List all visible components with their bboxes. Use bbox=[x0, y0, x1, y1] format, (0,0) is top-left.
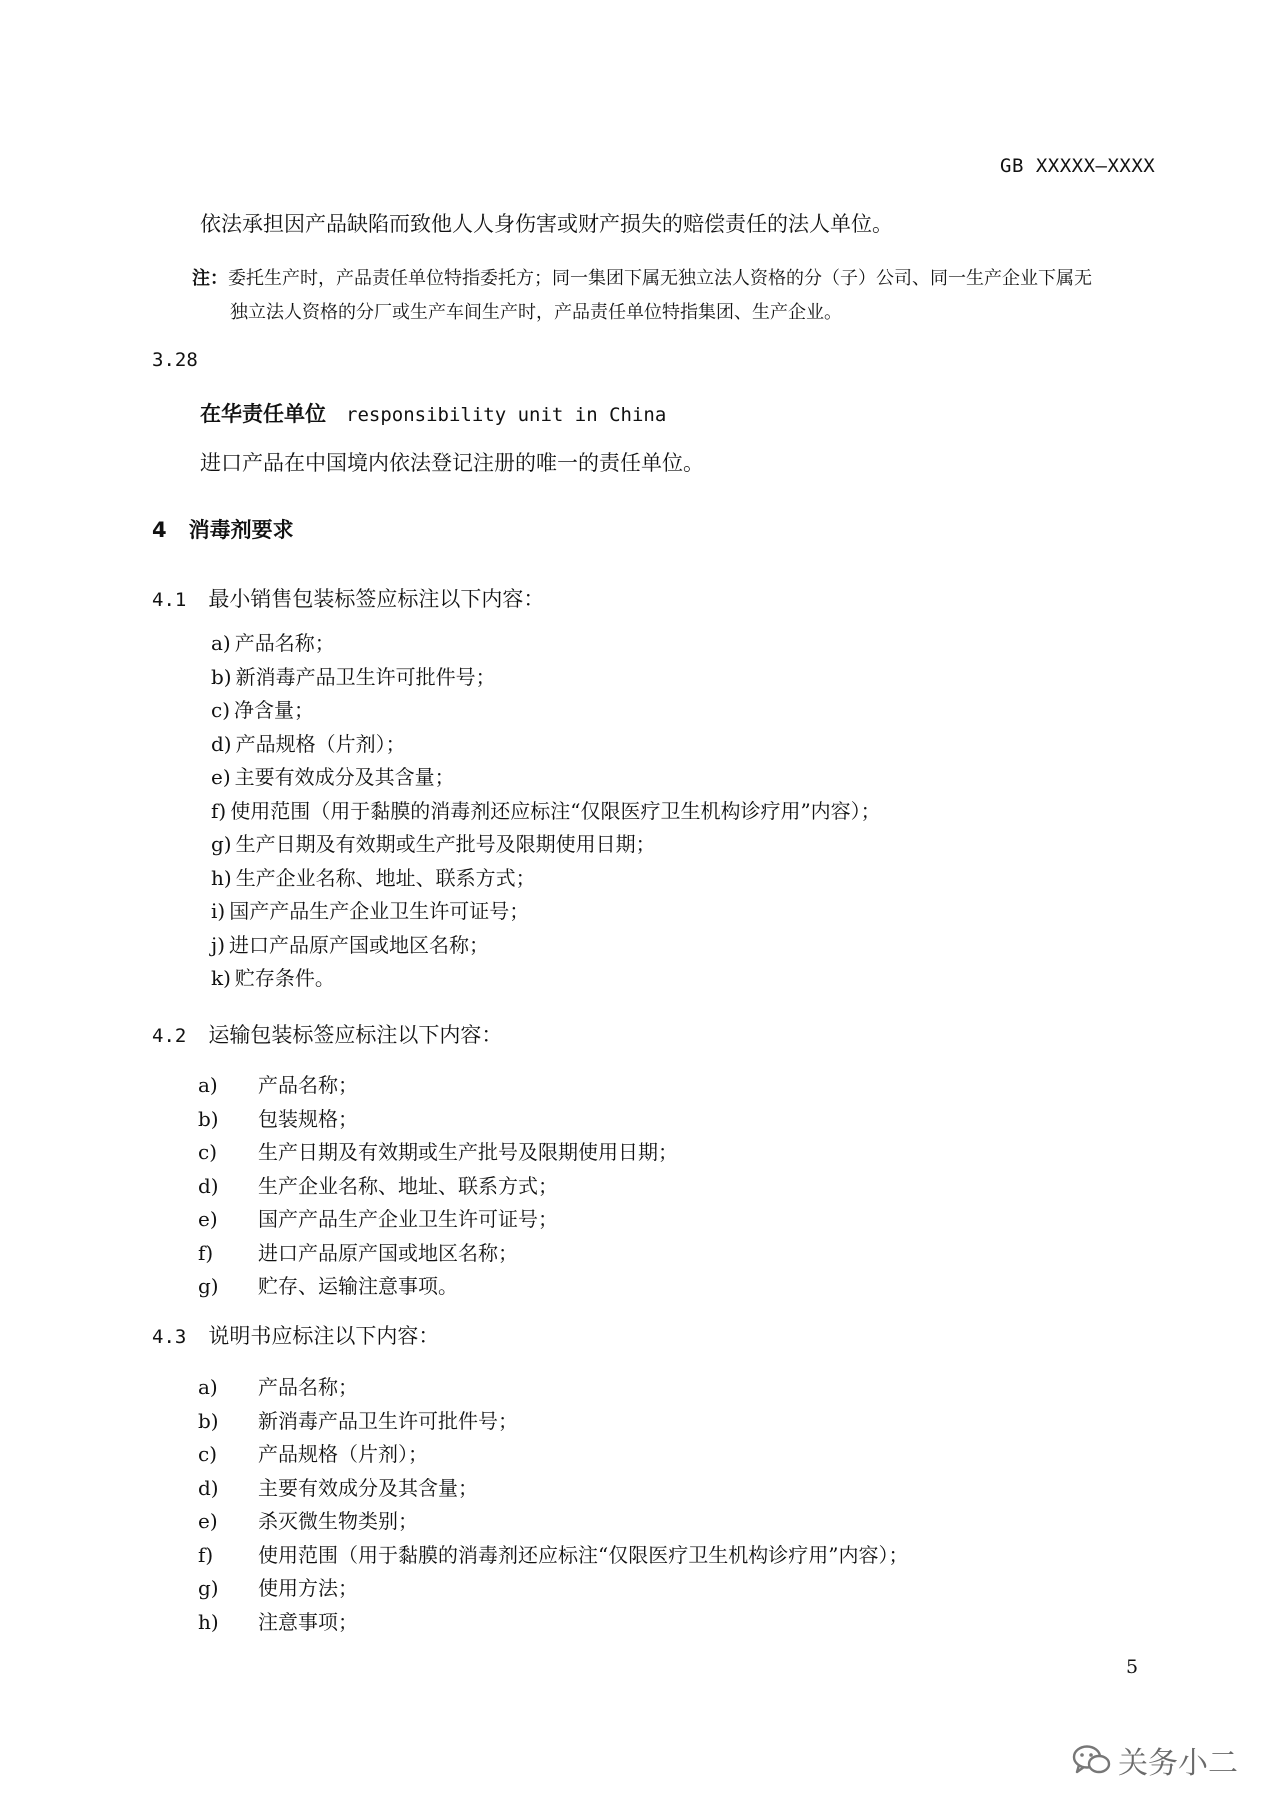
list-item-marker: e) bbox=[198, 1207, 218, 1231]
list-item bbox=[198, 1505, 908, 1539]
list-item-text: 主要有效成分及其含量； bbox=[234, 765, 455, 789]
list-item-marker: a) bbox=[211, 631, 231, 655]
standard-code-header: GB XXXXX—XXXX bbox=[1000, 155, 1156, 177]
list-item-text: 包装规格； bbox=[258, 1106, 358, 1131]
list-item-marker: b) bbox=[198, 1106, 219, 1131]
clause-number: 4.1 bbox=[152, 589, 187, 611]
list-item-text: 进口产品原产国或地区名称； bbox=[258, 1240, 518, 1265]
list-item-text: 产品名称； bbox=[258, 1375, 358, 1399]
list-item-text: 贮存、运输注意事项。 bbox=[258, 1274, 458, 1298]
list-item bbox=[198, 1472, 908, 1506]
clause-4-3-heading bbox=[152, 1320, 439, 1350]
list-item bbox=[198, 1136, 678, 1170]
list-item-marker: i) bbox=[211, 899, 226, 923]
list-item bbox=[198, 1539, 908, 1573]
section-number: 4 bbox=[152, 518, 167, 542]
definition-3-28: 进口产品在中国境内依法登记注册的唯一的责任单位。 bbox=[200, 451, 704, 475]
watermark-text: 关务小二 bbox=[1118, 1746, 1238, 1781]
list-item bbox=[198, 1371, 908, 1405]
list-item-marker: b) bbox=[198, 1408, 219, 1433]
list-item-text: 产品名称； bbox=[234, 631, 335, 655]
wechat-icon bbox=[1072, 1744, 1112, 1786]
list-item bbox=[198, 1069, 678, 1103]
list-item-marker: k) bbox=[211, 966, 231, 990]
term-chinese: 在华责任单位 bbox=[200, 402, 326, 426]
list-item-text: 杀灭微生物类别； bbox=[258, 1509, 418, 1533]
list-item bbox=[198, 1170, 678, 1204]
list-item-marker: g) bbox=[198, 1576, 219, 1600]
term-english: responsibility unit in China bbox=[346, 404, 667, 426]
list-item bbox=[211, 962, 881, 996]
note-text-1: 委托生产时，产品责任单位特指委托方；同一集团下属无独立法人资格的分（子）公司、同一生产企业下属无 bbox=[228, 268, 1092, 289]
note-label: 注： bbox=[192, 268, 228, 289]
list-item-marker: c) bbox=[211, 698, 231, 722]
list-item-text: 新消毒产品卫生许可批件号； bbox=[258, 1408, 518, 1433]
section-title: 消毒剂要求 bbox=[188, 518, 294, 542]
list-item bbox=[211, 694, 881, 728]
list-item-marker: g) bbox=[198, 1274, 219, 1298]
list-item bbox=[211, 895, 881, 929]
list-item bbox=[211, 828, 881, 862]
list-item bbox=[211, 627, 881, 661]
list-item-text: 生产日期及有效期或生产批号及限期使用日期； bbox=[258, 1140, 678, 1164]
note-line-2: 独立法人资格的分厂或生产车间生产时，产品责任单位特指集团、生产企业。 bbox=[230, 302, 842, 323]
list-item-marker: c) bbox=[198, 1442, 218, 1466]
list-item-text: 产品规格（片剂）； bbox=[258, 1442, 428, 1466]
list-item-text: 新消毒产品卫生许可批件号； bbox=[235, 664, 496, 689]
list-item-marker: h) bbox=[198, 1609, 219, 1634]
list-item-marker: f) bbox=[198, 1542, 214, 1567]
list-item bbox=[198, 1438, 908, 1472]
list-item-text: 净含量； bbox=[234, 698, 315, 722]
clause-number: 4.2 bbox=[152, 1025, 187, 1047]
list-item-text: 国产产品生产企业卫生许可证号； bbox=[258, 1207, 558, 1231]
list-item-marker: h) bbox=[211, 865, 232, 890]
list-item-marker: d) bbox=[198, 1475, 219, 1500]
definition-3-27-continuation: 依法承担因产品缺陷而致他人人身伤害或财产损失的赔偿责任的法人单位。 bbox=[200, 212, 893, 236]
list-item-marker: f) bbox=[211, 798, 227, 823]
list-item bbox=[211, 761, 881, 795]
watermark bbox=[1072, 1738, 1238, 1786]
list-item-text: 国产产品生产企业卫生许可证号； bbox=[229, 899, 530, 923]
list-item bbox=[211, 862, 881, 896]
list-item-marker: a) bbox=[198, 1073, 218, 1097]
list-item-marker: b) bbox=[211, 664, 232, 689]
list-item bbox=[198, 1203, 678, 1237]
clause-intro: 运输包装标签应标注以下内容： bbox=[208, 1023, 503, 1047]
list-item bbox=[198, 1237, 678, 1271]
list-item bbox=[211, 661, 881, 695]
list-item bbox=[198, 1103, 678, 1137]
clause-4-2-heading bbox=[152, 1019, 502, 1049]
term-heading bbox=[200, 398, 666, 428]
list-item-marker: f) bbox=[198, 1240, 214, 1265]
list-item-marker: j) bbox=[211, 932, 226, 957]
clause-intro: 说明书应标注以下内容： bbox=[208, 1324, 440, 1348]
list-item bbox=[198, 1270, 678, 1304]
list-item-marker: e) bbox=[198, 1509, 218, 1533]
list-item bbox=[211, 795, 881, 829]
clause-4-2-list bbox=[198, 1069, 678, 1304]
list-item bbox=[198, 1606, 908, 1640]
list-item-marker: a) bbox=[198, 1375, 218, 1399]
list-item bbox=[198, 1572, 908, 1606]
list-item bbox=[211, 728, 881, 762]
list-item-text: 生产企业名称、地址、联系方式； bbox=[258, 1173, 558, 1198]
list-item-text: 生产日期及有效期或生产批号及限期使用日期； bbox=[235, 832, 656, 856]
list-item-text: 产品规格（片剂）； bbox=[235, 731, 406, 756]
list-item-text: 产品名称； bbox=[258, 1073, 358, 1097]
list-item-text: 使用范围（用于黏膜的消毒剂还应标注“仅限医疗卫生机构诊疗用”内容）； bbox=[258, 1542, 909, 1567]
clause-number-3-28: 3.28 bbox=[152, 349, 198, 371]
list-item-marker: d) bbox=[211, 731, 232, 756]
page-number: 5 bbox=[1126, 1656, 1139, 1678]
clause-4-1-list bbox=[211, 627, 881, 996]
clause-4-1-heading bbox=[152, 583, 544, 613]
list-item-marker: e) bbox=[211, 765, 231, 789]
list-item-text: 注意事项； bbox=[258, 1609, 358, 1634]
list-item-text: 生产企业名称、地址、联系方式； bbox=[235, 865, 536, 890]
clause-4-3-list bbox=[198, 1371, 908, 1639]
list-item bbox=[198, 1405, 908, 1439]
clause-intro: 最小销售包装标签应标注以下内容： bbox=[208, 587, 545, 611]
list-item-marker: d) bbox=[198, 1173, 219, 1198]
list-item-text: 使用范围（用于黏膜的消毒剂还应标注“仅限医疗卫生机构诊疗用”内容）； bbox=[230, 798, 881, 823]
note-line-1 bbox=[192, 264, 1092, 290]
clause-number: 4.3 bbox=[152, 1326, 187, 1348]
list-item-text: 主要有效成分及其含量； bbox=[258, 1475, 478, 1500]
list-item-text: 使用方法； bbox=[258, 1576, 358, 1600]
list-item-marker: g) bbox=[211, 832, 232, 856]
list-item-marker: c) bbox=[198, 1140, 218, 1164]
section-4-heading bbox=[152, 514, 294, 544]
list-item-text: 进口产品原产国或地区名称； bbox=[229, 932, 490, 957]
list-item bbox=[211, 929, 881, 963]
list-item-text: 贮存条件。 bbox=[234, 966, 335, 990]
